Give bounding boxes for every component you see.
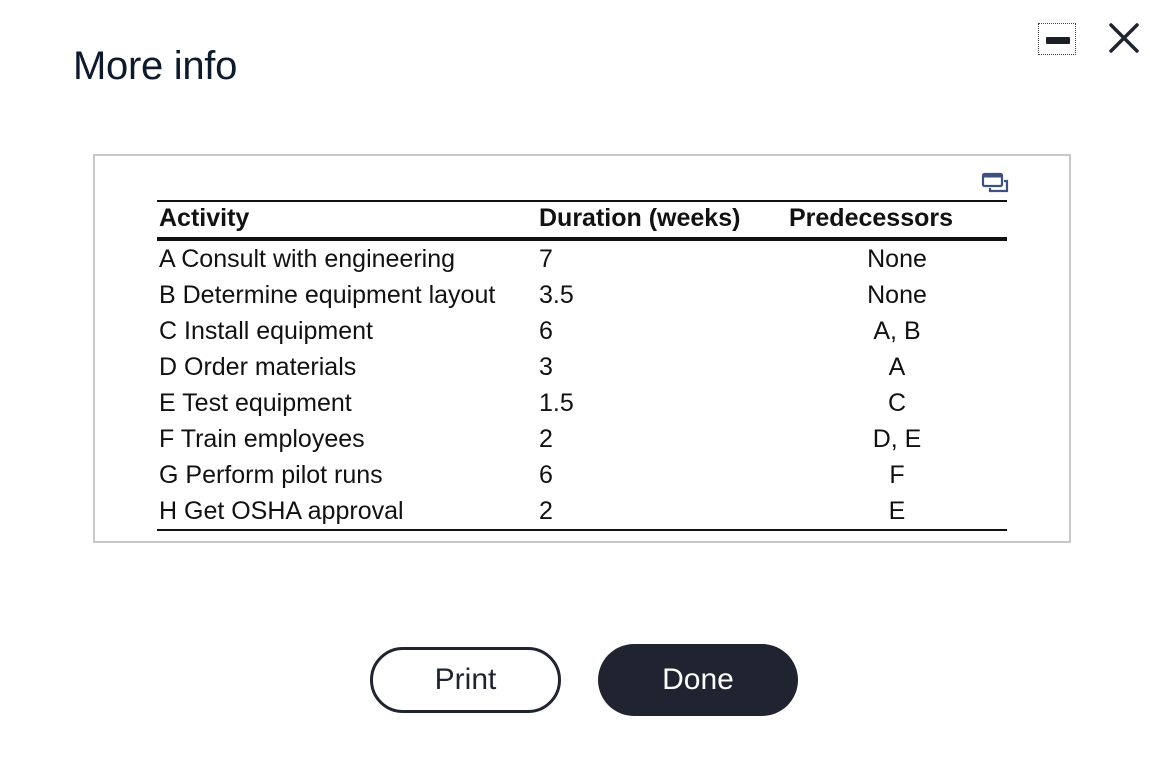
copy-icon xyxy=(980,172,1010,194)
cell-activity: C Install equipment xyxy=(159,317,374,345)
table-row xyxy=(157,457,1007,493)
table-row xyxy=(157,421,1007,457)
minimize-icon xyxy=(1046,37,1070,44)
cell-activity: E Test equipment xyxy=(159,389,352,417)
cell-activity: B Determine equipment layout xyxy=(159,281,496,309)
cell-activity: F Train employees xyxy=(159,425,365,453)
header-predecessors: Predecessors xyxy=(787,201,1007,239)
cell-predecessors: E xyxy=(787,493,1007,530)
cell-predecessors: None xyxy=(867,281,927,309)
cell-predecessors: D, E xyxy=(872,425,922,453)
cell-activity: A Consult with engineering xyxy=(159,245,456,273)
table-row xyxy=(157,349,1007,385)
header-duration: Duration (weeks) xyxy=(537,201,787,239)
cell-activity: G Perform pilot runs xyxy=(159,461,383,489)
cell-duration: 2 xyxy=(539,425,553,453)
cell-predecessors: C xyxy=(887,389,907,417)
table-row xyxy=(157,239,1007,277)
cell-predecessors: A, B xyxy=(873,317,921,345)
cell-activity: D Order materials xyxy=(159,353,357,381)
cell-duration: 6 xyxy=(539,461,553,489)
table-row xyxy=(157,493,1007,530)
close-icon xyxy=(1106,20,1142,56)
window-controls xyxy=(1034,18,1144,64)
cell-predecessors: A xyxy=(888,353,906,381)
close-button[interactable] xyxy=(1106,20,1142,56)
print-button[interactable]: Print xyxy=(370,647,561,713)
cell-activity: H Get OSHA approval xyxy=(157,493,537,530)
dialog-title: More info xyxy=(73,44,238,88)
table-row xyxy=(157,277,1007,313)
cell-duration: 2 xyxy=(537,493,787,530)
cell-predecessors: F xyxy=(889,461,905,489)
cell-duration: 3.5 xyxy=(539,281,574,309)
copy-table-button[interactable] xyxy=(980,172,1010,194)
cell-predecessors: None xyxy=(867,245,927,273)
activities-table xyxy=(157,200,1007,531)
done-button[interactable]: Done xyxy=(598,644,798,716)
minimize-button[interactable] xyxy=(1038,23,1076,55)
cell-duration: 1.5 xyxy=(539,389,574,417)
cell-duration: 7 xyxy=(539,245,553,273)
cell-duration: 6 xyxy=(539,317,553,345)
cell-duration: 3 xyxy=(539,353,553,381)
table-row xyxy=(157,313,1007,349)
table-header-row xyxy=(157,201,1007,239)
table-row xyxy=(157,385,1007,421)
header-activity: Activity xyxy=(157,201,537,239)
